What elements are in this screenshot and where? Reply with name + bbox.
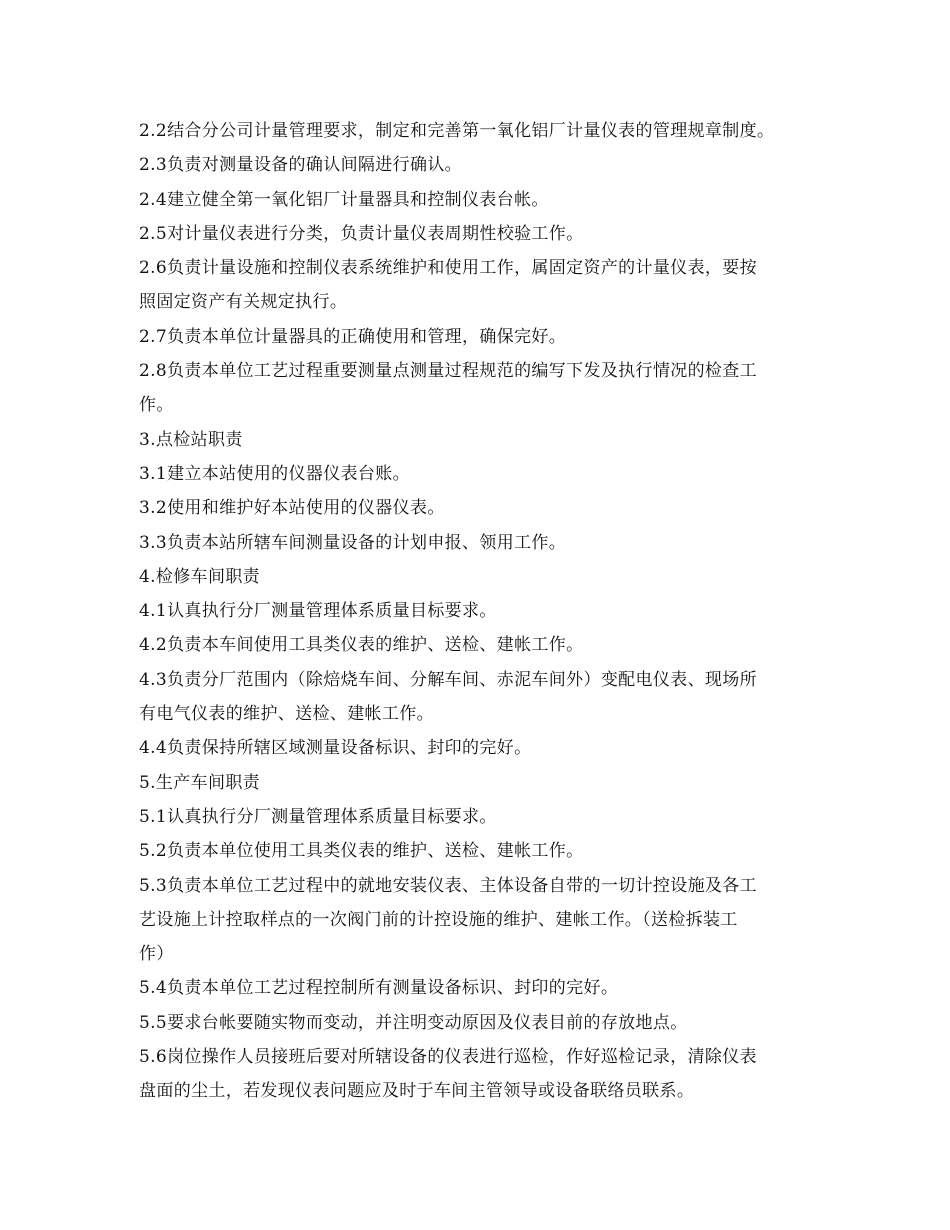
text-line: 5.5要求台帐要随实物而变动，并注明变动原因及仪表目前的存放地点。: [139, 1012, 688, 1033]
text-line: 作。: [139, 395, 174, 416]
text-line: 5.2负责本单位使用工具类仪表的维护、送检、建帐工作。: [139, 841, 584, 862]
text-line: 4.1认真执行分厂测量管理体系质量目标要求。: [139, 601, 497, 622]
text-line: 盘面的尘土，若发现仪表问题应及时于车间主管领导或设备联络员联系。: [139, 1081, 695, 1102]
text-line: 照固定资产有关规定执行。: [139, 292, 348, 313]
text-line: 5.3负责本单位工艺过程中的就地安装仪表、主体设备自带的一切计控设施及各工: [139, 875, 757, 896]
text-line: 3.1建立本站使用的仪器仪表台账。: [139, 463, 410, 484]
text-line: 有电气仪表的维护、送检、建帐工作。: [139, 704, 434, 725]
text-line: 2.4建立健全第一氧化铝厂计量器具和控制仪表台帐。: [139, 189, 549, 210]
text-line: 3.3负责本站所辖车间测量设备的计划申报、领用工作。: [139, 532, 567, 553]
text-line: 2.2结合分公司计量管理要求，制定和完善第一氧化铝厂计量仪表的管理规章制度。: [139, 121, 775, 141]
text-line: 作）: [139, 944, 174, 965]
text-line: 5.1认真执行分厂测量管理体系质量目标要求。: [139, 806, 497, 827]
text-line: 2.6负责计量设施和控制仪表系统维护和使用工作，属固定资产的计量仪表，要按: [139, 258, 757, 279]
text-line: 3.2使用和维护好本站使用的仪器仪表。: [139, 498, 445, 519]
text-line: 4.2负责本车间使用工具类仪表的维护、送检、建帐工作。: [139, 635, 584, 656]
text-line: 4.3负责分厂范围内（除焙烧车间、分解车间、赤泥车间外）变配电仪表、现场所: [139, 669, 757, 690]
text-line: 2.3负责对测量设备的确认间隔进行确认。: [139, 155, 463, 176]
document-body: [139, 114, 814, 1109]
text-line: 2.8负责本单位工艺过程重要测量点测量过程规范的编写下发及执行情况的检查工: [139, 361, 757, 382]
section-heading: 5.生产车间职责: [139, 772, 261, 793]
text-line: 2.7负责本单位计量器具的正确使用和管理，确保完好。: [139, 326, 567, 347]
text-line: 艺设施上计控取样点的一次阀门前的计控设施的维护、建帐工作。（送检拆装工: [139, 909, 738, 930]
section-heading: 4.检修车间职责: [139, 566, 261, 587]
text-line: 5.4负责本单位工艺过程控制所有测量设备标识、封印的完好。: [139, 978, 619, 999]
text-line: 2.5对计量仪表进行分类，负责计量仪表周期性校验工作。: [139, 223, 584, 244]
text-line: 4.4负责保持所辖区域测量设备标识、封印的完好。: [139, 738, 532, 759]
section-heading: 3.点检站职责: [139, 429, 243, 450]
text-line: 5.6岗位操作人员接班后要对所辖设备的仪表进行巡检，作好巡检记录，清除仪表: [139, 1047, 757, 1068]
